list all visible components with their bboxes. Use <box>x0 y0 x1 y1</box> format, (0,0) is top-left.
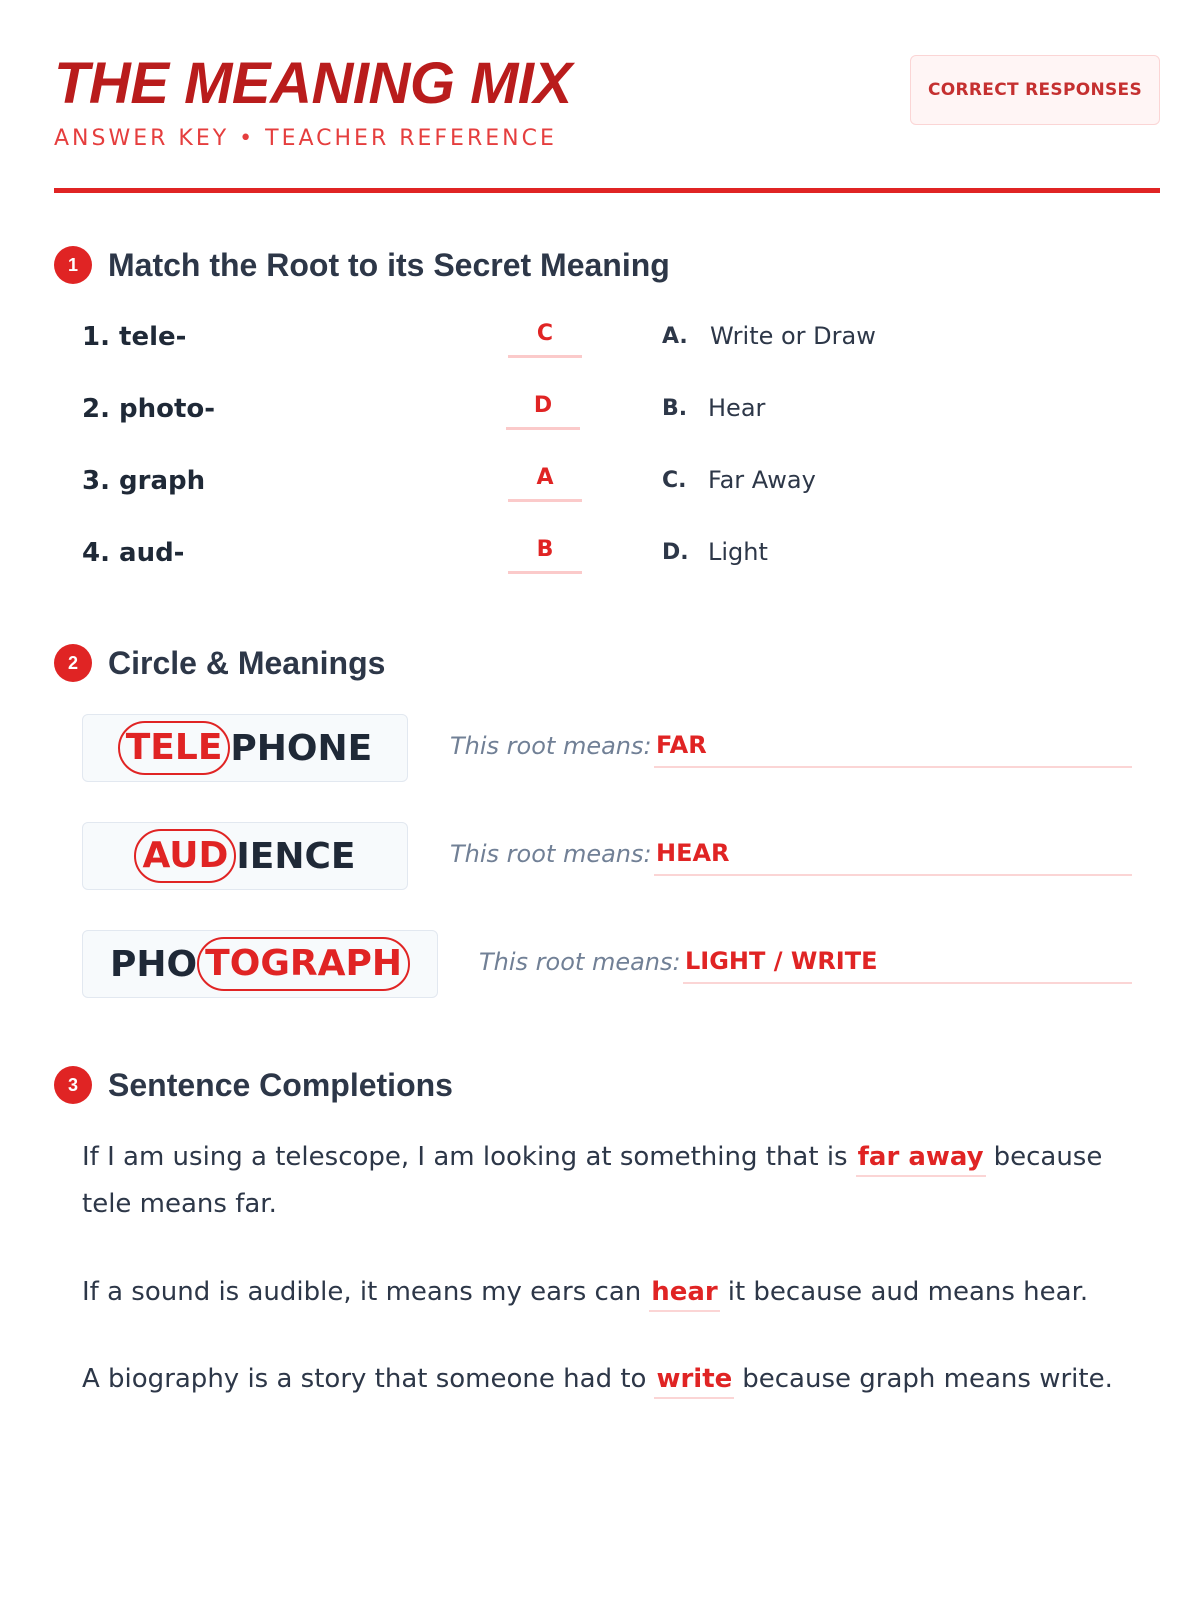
word-row <box>82 714 1132 786</box>
circled-root: TOGRAPH <box>197 937 410 991</box>
word-row <box>82 822 1132 894</box>
circled-root: AUD <box>134 829 236 883</box>
section-title: Circle & Meanings <box>108 644 386 681</box>
section-3-header <box>54 1066 453 1104</box>
section-title: Match the Root to its Secret Meaning <box>108 246 670 283</box>
page-subtitle: ANSWER KEY • TEACHER REFERENCE <box>54 126 557 151</box>
root-term: 1. tele- <box>82 322 187 352</box>
sentence-answer: far away <box>856 1139 986 1177</box>
word-remainder: IENCE <box>236 835 356 877</box>
word-row <box>82 930 1132 1002</box>
sentence-answer: hear <box>649 1274 720 1312</box>
correct-responses-badge: CORRECT RESPONSES <box>910 55 1160 125</box>
root-meaning-answer: LIGHT / WRITE <box>683 938 1132 984</box>
match-row <box>82 460 1132 520</box>
sentence-text-before: If I am using a telescope, I am looking at something that is <box>82 1142 848 1172</box>
answer-key-page <box>54 0 1160 1600</box>
root-term: 2. photo- <box>82 394 216 424</box>
sentence-text-after: because tele means far. <box>82 1142 1103 1219</box>
sentence-text-after: it because aud means hear. <box>727 1277 1089 1307</box>
section-1-header <box>54 246 670 284</box>
word-box <box>82 822 408 890</box>
root-meaning-answer: FAR <box>654 722 1132 768</box>
answer-blank: A <box>508 460 582 502</box>
section-title: Sentence Completions <box>108 1066 453 1103</box>
page-header <box>54 0 1160 196</box>
match-row <box>82 388 1132 448</box>
meaning-letter: B. <box>662 396 688 421</box>
word-prefix: PHO <box>110 943 198 985</box>
word-remainder: PHONE <box>230 727 373 769</box>
meaning-text: Write or Draw <box>710 322 876 350</box>
page-title: THE MEANING MIX <box>54 51 572 116</box>
root-term: 4. aud- <box>82 538 185 568</box>
answer-blank: D <box>506 388 580 430</box>
match-row <box>82 532 1132 592</box>
sentence-completion <box>82 1134 1122 1228</box>
root-means-label: This root means: <box>450 732 652 760</box>
sentence-completion <box>82 1356 1122 1403</box>
section-number-badge: 3 <box>54 1066 92 1104</box>
answer-blank: C <box>508 316 582 358</box>
sentence-text-before: If a sound is audible, it means my ears can <box>82 1277 642 1307</box>
sentence-answer: write <box>654 1361 734 1399</box>
root-meaning-answer: HEAR <box>654 830 1132 876</box>
sentence-text-before: A biography is a story that someone had to <box>82 1364 647 1394</box>
sentence-completion <box>82 1269 1122 1316</box>
root-means-label: This root means: <box>450 840 652 868</box>
section-2-header <box>54 644 385 682</box>
section-number-badge: 1 <box>54 246 92 284</box>
meaning-text: Far Away <box>708 466 816 494</box>
header-divider <box>54 188 1160 193</box>
meaning-letter: D. <box>662 540 689 565</box>
meaning-letter: A. <box>662 324 688 349</box>
meaning-text: Light <box>708 538 768 566</box>
sentence-text-after: because graph means write. <box>742 1364 1113 1394</box>
word-box <box>82 714 408 782</box>
root-means-label: This root means: <box>479 948 681 976</box>
match-row <box>82 316 1132 376</box>
circled-root: TELE <box>118 721 231 775</box>
root-term: 3. graph <box>82 466 206 496</box>
section-number-badge: 2 <box>54 644 92 682</box>
answer-blank: B <box>508 532 582 574</box>
meaning-letter: C. <box>662 468 687 493</box>
meaning-text: Hear <box>708 394 766 422</box>
word-box <box>82 930 438 998</box>
